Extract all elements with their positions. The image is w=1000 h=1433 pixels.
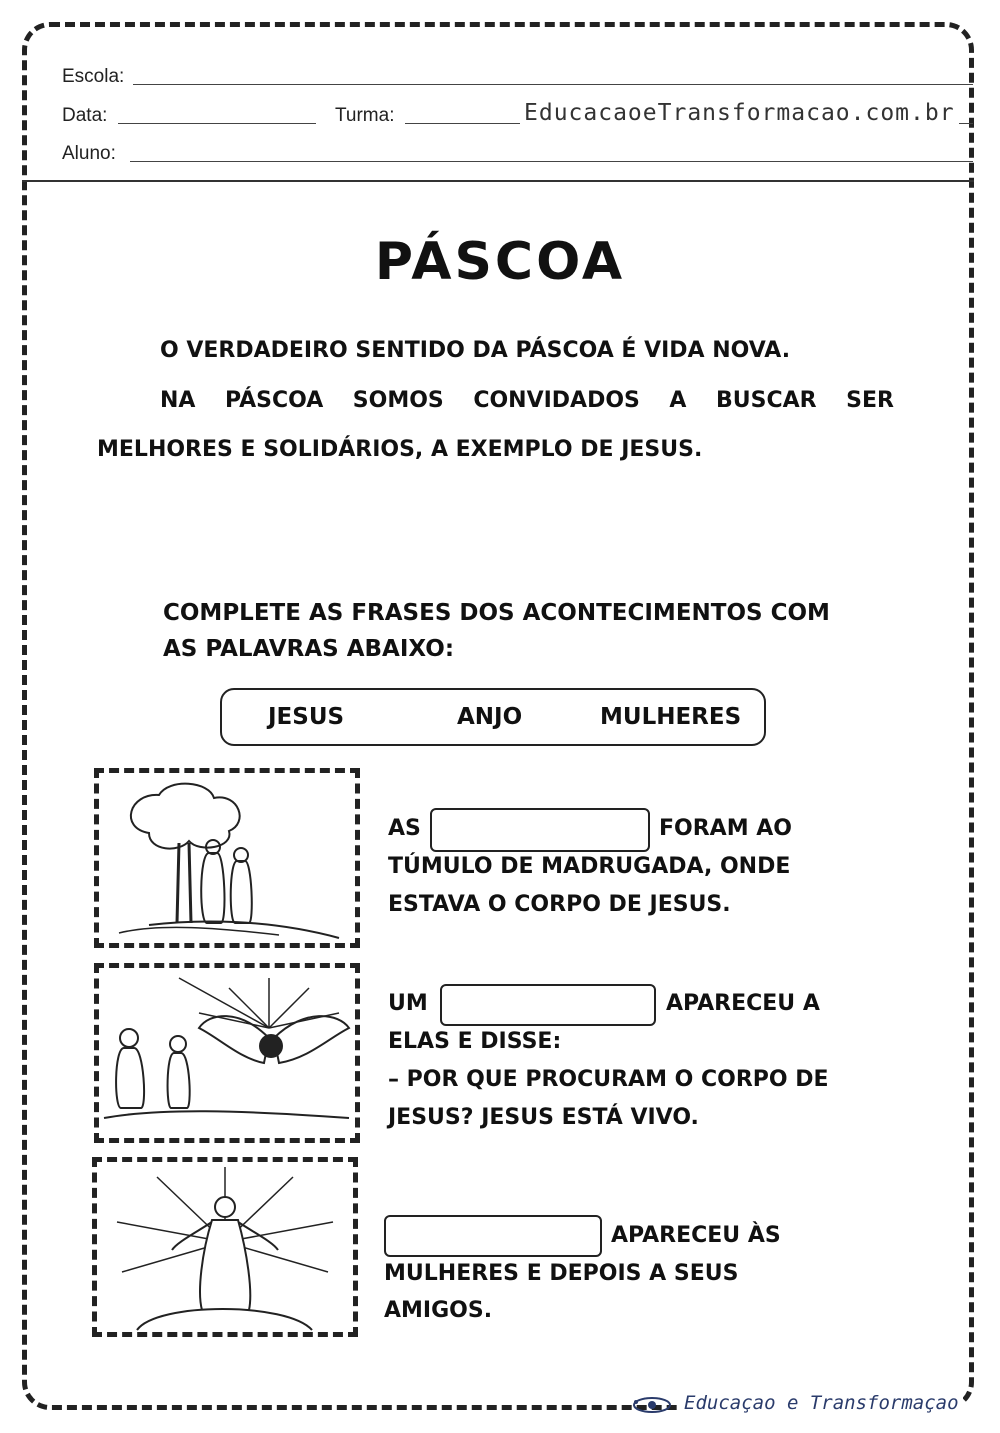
exercise-2-line-1: ELAS E DISSE: — [388, 1029, 562, 1054]
risen-jesus-illustration — [97, 1162, 353, 1332]
instruction-line-1: COMPLETE AS FRASES DOS ACONTECIMENTOS COM — [163, 600, 830, 626]
intro-line-2 — [160, 388, 894, 413]
exercise-3-after: APARECEU ÀS — [611, 1223, 781, 1248]
angel-illustration — [99, 968, 355, 1138]
exercise-2-line-3: JESUS? JESUS ESTÁ VIVO. — [388, 1105, 699, 1130]
intro-line-1: O VERDADEIRO SENTIDO DA PÁSCOA É VIDA NOVA. — [160, 338, 791, 363]
date-label: Data: — [62, 105, 108, 126]
exercise-1-before: AS — [388, 816, 421, 841]
exercise-3-line-1: MULHERES E DEPOIS A SEUS — [384, 1261, 739, 1286]
exercise-2-line-2: – POR QUE PROCURAM O CORPO DE — [388, 1067, 829, 1092]
intro-word: NA — [160, 388, 196, 413]
intro-word: A — [669, 388, 687, 413]
word-bank-anjo: ANJO — [457, 704, 523, 730]
website-text: EducacaoeTransformacao.com.br — [520, 100, 959, 126]
brand-logo-icon — [630, 1392, 674, 1418]
page-title: PÁSCOA — [374, 232, 626, 292]
exercise-1-line-1: TÚMULO DE MADRUGADA, ONDE — [388, 854, 791, 879]
exercise-2-blank[interactable] — [440, 984, 656, 1026]
intro-line-3: MELHORES E SOLIDÁRIOS, A EXEMPLO DE JESUS. — [97, 437, 703, 462]
student-line[interactable] — [130, 161, 973, 162]
intro-word: CONVIDADOS — [473, 388, 640, 413]
exercise-1-blank[interactable] — [430, 808, 650, 852]
student-label: Aluno: — [62, 143, 116, 164]
footer-brand: Educaçao e Transformaçao — [680, 1392, 963, 1414]
women-walking-illustration — [99, 773, 355, 943]
intro-word: SER — [846, 388, 894, 413]
illustration-jesus-panel — [92, 1157, 358, 1337]
school-line[interactable] — [133, 84, 973, 85]
exercise-2-after: APARECEU A — [666, 991, 820, 1016]
intro-word: PÁSCOA — [224, 388, 324, 413]
date-line[interactable] — [118, 123, 316, 124]
header-separator — [22, 180, 974, 182]
exercise-1-after: FORAM AO — [659, 816, 792, 841]
school-label: Escola: — [62, 66, 125, 87]
intro-word: BUSCAR — [715, 388, 817, 413]
exercise-3-line-2: AMIGOS. — [384, 1298, 493, 1323]
word-bank-jesus: JESUS — [268, 704, 345, 730]
exercise-3-blank[interactable] — [384, 1215, 602, 1257]
exercise-2-before: UM — [388, 991, 428, 1016]
illustration-women-panel — [94, 768, 360, 948]
exercise-1-line-2: ESTAVA O CORPO DE JESUS. — [388, 892, 731, 917]
intro-word: SOMOS — [352, 388, 444, 413]
instruction-line-2: AS PALAVRAS ABAIXO: — [163, 636, 455, 662]
class-label: Turma: — [335, 105, 395, 126]
word-bank-mulheres: MULHERES — [600, 704, 742, 730]
illustration-angel-panel — [94, 963, 360, 1143]
